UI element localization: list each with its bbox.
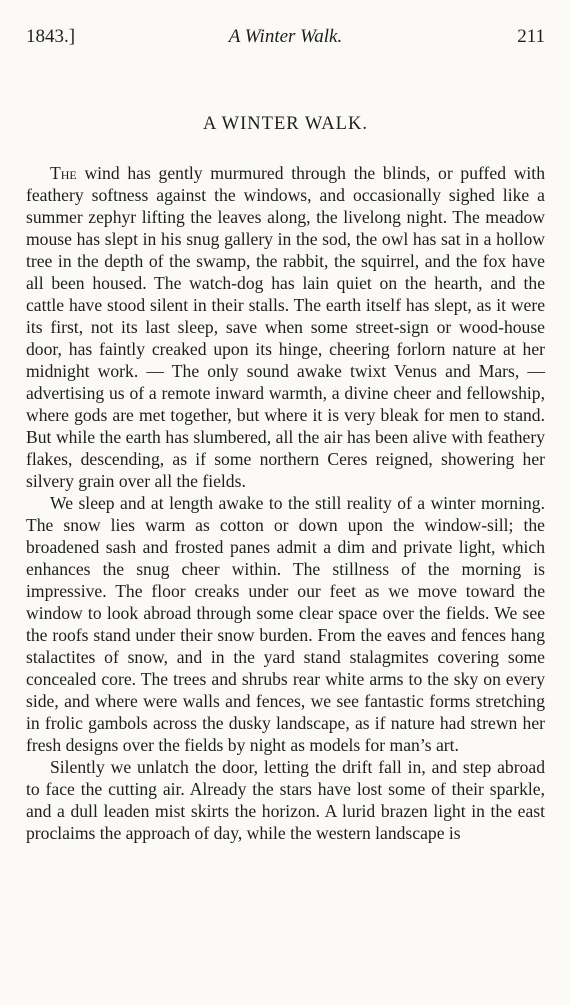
chapter-title: A WINTER WALK.: [203, 114, 368, 134]
header-running-title: A Winter Walk.: [228, 26, 343, 47]
paragraph-2: We sleep and at length awake to the still reality of a winter morning. The snow lies warm as cotton or down upon the window-sill; the broadened sash and frosted panes admit a dim and private light, which enhances the snug cheer within. The stillness of the morning is impressive. The floor creaks under our feet as we move toward the window to look abroad through some clear space over the fields. We see the roofs stand under their snow burden. From the eaves and fences hang stalactites of snow, and in the yard stand stalagmites covering some concealed core. The trees and shrubs rear white arms to the sky on every side, and where were walls and fences, we see fantastic forms stretching in frolic gambols across the dusky landscape, as if nature had strewn her fresh designs over the fields by night as models for man’s art.: [26, 493, 545, 755]
body-text: [26, 162, 545, 844]
paragraph-lead-word: The: [50, 163, 77, 183]
header-year: 1843.]: [26, 26, 76, 47]
paragraph-3: Silently we unlatch the door, letting the drift fall in, and step abroad to face the cutting air. Already the stars have lost some of their sparkle, and a dull leaden mist skirts the horizon. A lurid brazen light in the east proclaims the approach of day, while the western landscape is: [26, 757, 545, 843]
header-page-number: 211: [517, 26, 545, 47]
running-header: [26, 24, 545, 50]
paragraph-text: wind has gently murmured through the blinds, or puffed with feathery softness against the windows, and occasionally sighed like a summer zephyr lifting the leaves along, the livelong night. The meadow mouse has slept in his snug gallery in the sod, the owl has sat in a hollow tree in the depth of the swamp, the rabbit, the squirrel, and the fox have all been housed. The watch-dog has lain quiet on the hearth, and the cattle have stood silent in their stalls. The earth itself has slept, as it were its first, not its last sleep, save when some street-sign or wood-house door, has faintly creaked upon its hinge, cheering forlorn nature at her midnight work. — The only sound awake twixt Venus and Mars, — advertising us of a remote inward warmth, a divine cheer and fellowship, where gods are met together, but where it is very bleak for men to stand. But while the earth has slumbered, all the air has been alive with feathery flakes, descending, as if some northern Ceres reigned, showering her silvery grain over all the fields.: [26, 163, 545, 491]
paragraph-1: [26, 162, 545, 492]
